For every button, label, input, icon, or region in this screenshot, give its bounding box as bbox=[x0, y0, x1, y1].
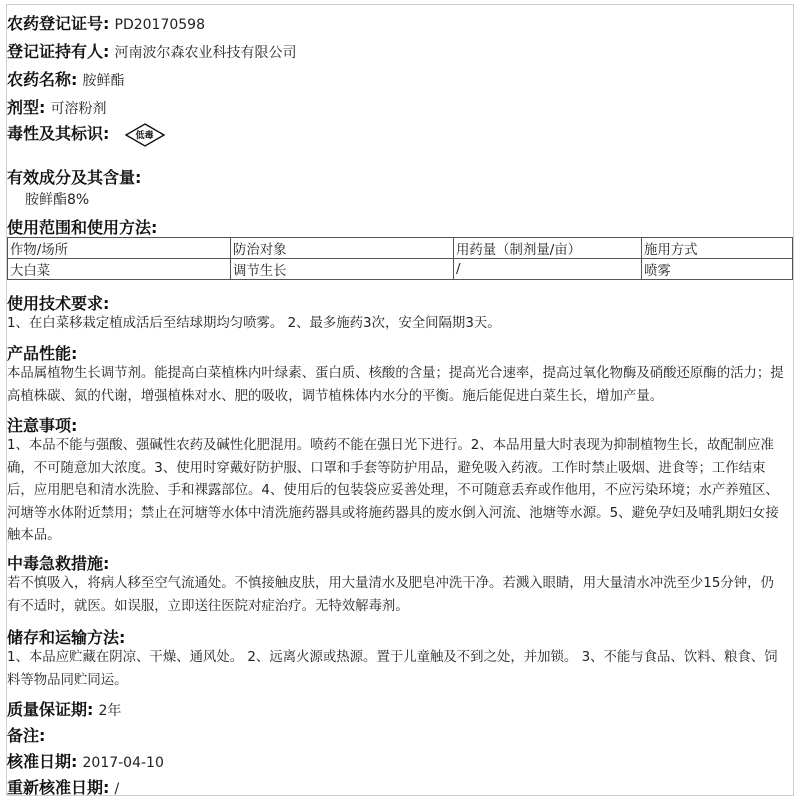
table-header-row bbox=[8, 238, 793, 259]
holder-value: 河南波尔森农业科技有限公司 bbox=[114, 45, 297, 61]
registration-no-row bbox=[7, 11, 205, 34]
remarks-label: 备注: bbox=[7, 726, 46, 745]
usage-table bbox=[7, 237, 793, 280]
first-aid-text: 若不慎吸入，将病人移至空气流通处。不慎接触皮肤，用大量清水及肥皂冲洗干净。若溅入眼睛，用大量清水冲洗至少15分钟，仍有不适时，就医。如误服，立即送往医院对症治疗。无特效解毒剂。 bbox=[7, 576, 774, 614]
approval-date-label: 核准日期: bbox=[7, 752, 78, 771]
pesticide-registration-document bbox=[6, 4, 794, 796]
holder-row bbox=[7, 39, 297, 62]
remarks-row bbox=[7, 723, 45, 746]
table-header-cell: 施用方式 bbox=[642, 238, 793, 259]
tech-text: 1、在白菜移栽定植成活后至结球期均匀喷雾。 2、最多施药3次，安全间隔期3天。 bbox=[7, 316, 501, 331]
precautions-label: 注意事项: bbox=[7, 416, 78, 435]
table-header-cell: 防治对象 bbox=[231, 238, 454, 259]
table-cell: 大白菜 bbox=[8, 259, 231, 280]
registration-no-value: PD20170598 bbox=[114, 17, 205, 33]
precautions-text: 1、本品不能与强酸、强碱性农药及碱性化肥混用。喷药不能在强日光下进行。2、本品用量大时表现为抑制植物生长，故配制应准确，不可随意加大浓度。3、使用时穿戴好防护服、口罩和手套等防护用品，避免吸入药液。工作时禁止吸烟、进食等；工作结束后，应用肥皂和清水洗脸、手和裸露部位。4、使用后的包装袋应妥善处理，不可随意丢弃或作他用，不应污染环境；水产养殖区、河塘等水体附近禁用；禁止在河塘等水体中清洗施药器具或将施药器具的废水倒入河流、池塘等水源。5、避免孕妇及哺乳期妇女接触本品。 bbox=[7, 438, 779, 543]
approval-date-row bbox=[7, 749, 164, 772]
shelf-life-value: 2年 bbox=[98, 703, 122, 719]
tech-heading bbox=[7, 291, 109, 314]
reapproval-date-row bbox=[7, 775, 119, 798]
first-aid-label: 中毒急救措施: bbox=[7, 554, 110, 573]
ingredient-label: 有效成分及其含量: bbox=[7, 168, 142, 187]
table-row bbox=[8, 259, 793, 280]
performance-heading bbox=[7, 341, 77, 364]
table-cell: 调节生长 bbox=[231, 259, 454, 280]
tech-label: 使用技术要求: bbox=[7, 294, 110, 313]
pesticide-name-row bbox=[7, 67, 125, 90]
reapproval-date-label: 重新核准日期: bbox=[7, 778, 110, 797]
pesticide-name-label: 农药名称: bbox=[7, 70, 78, 89]
first-aid-heading bbox=[7, 551, 109, 574]
ingredient-value-row bbox=[25, 189, 89, 209]
storage-label: 储存和运输方法: bbox=[7, 628, 126, 647]
storage-heading bbox=[7, 625, 125, 648]
performance-text: 本品属植物生长调节剂。能提高白菜植株内叶绿素、蛋白质、核酸的含量；提高光合速率，提高过氧化物酶及硝酸还原酶的活力；提高植株碳、氮的代谢，增强植株对水、肥的吸收，调节植株体内水分的平衡。施后能促进白菜生长，增加产量。 bbox=[7, 366, 784, 404]
storage-text: 1、本品应贮藏在阴凉、干燥、通风处。 2、远离火源或热源。置于儿童触及不到之处，并加锁。 3、不能与食品、饮料、粮食、饲料等物品同贮同运。 bbox=[7, 650, 778, 688]
holder-label: 登记证持有人: bbox=[7, 42, 110, 61]
ingredient-value: 胺鲜酯8% bbox=[25, 192, 90, 208]
toxicity-row bbox=[7, 121, 165, 147]
approval-date-value: 2017-04-10 bbox=[82, 755, 164, 771]
usage-heading bbox=[7, 215, 157, 238]
ingredient-heading bbox=[7, 165, 141, 188]
precautions-heading bbox=[7, 413, 77, 436]
table-cell: 喷雾 bbox=[642, 259, 793, 280]
shelf-life-label: 质量保证期: bbox=[7, 700, 94, 719]
formulation-row bbox=[7, 95, 107, 118]
pesticide-name-value: 胺鲜酯 bbox=[82, 73, 125, 89]
usage-label: 使用范围和使用方法: bbox=[7, 218, 158, 237]
table-header-cell: 作物/场所 bbox=[8, 238, 231, 259]
formulation-label: 剂型: bbox=[7, 98, 46, 117]
reapproval-date-value: / bbox=[114, 781, 120, 797]
registration-no-label: 农药登记证号: bbox=[7, 14, 110, 33]
performance-label: 产品性能: bbox=[7, 344, 78, 363]
shelf-life-row bbox=[7, 697, 121, 720]
toxicity-label: 毒性及其标识: bbox=[7, 124, 110, 143]
formulation-value: 可溶粉剂 bbox=[50, 101, 107, 117]
toxicity-badge-text: 低毒 bbox=[135, 130, 154, 141]
table-header-cell: 用药量（制剂量/亩） bbox=[454, 238, 642, 259]
table-cell: / bbox=[454, 259, 642, 280]
low-toxicity-diamond-icon bbox=[125, 123, 165, 147]
